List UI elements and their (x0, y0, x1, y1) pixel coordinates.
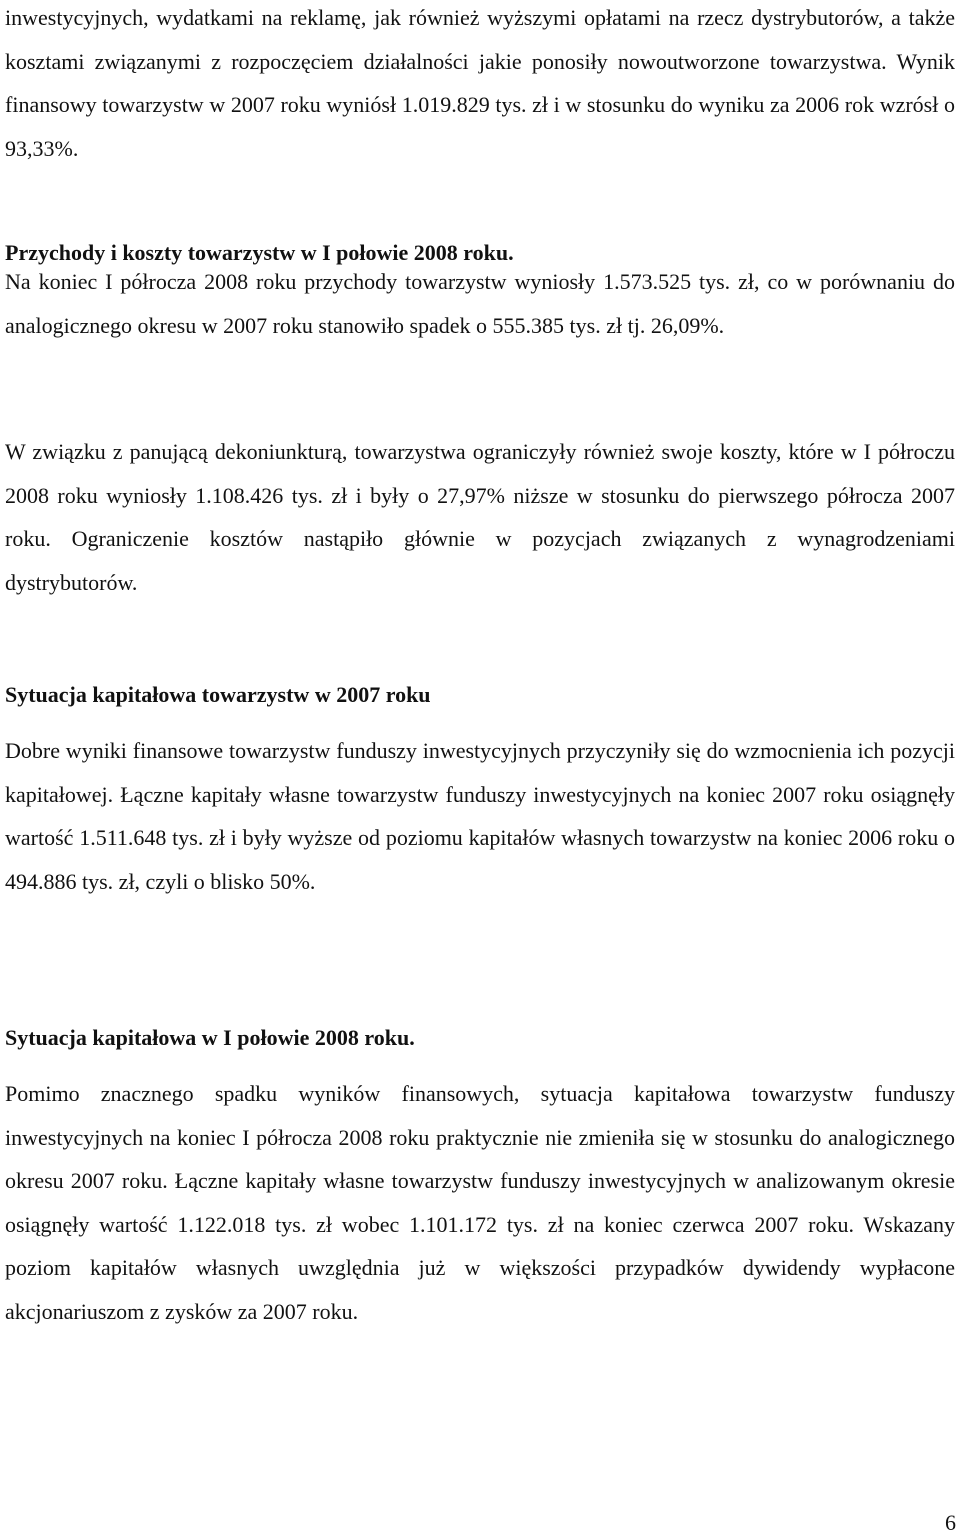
heading-capital-2008: Sytuacja kapitałowa w I połowie 2008 roku. (5, 1025, 415, 1050)
heading-capital-2007: Sytuacja kapitałowa towarzystw w 2007 roku (5, 682, 431, 707)
paragraph-capital-2008: Pomimo znacznego spadku wyników finansowych, sytuacja kapitałowa towarzystw funduszy inwestycyjnych na koniec I półrocza 2008 roku praktycznie nie zmieniła się w stosunku do analogicznego okresu 2007 roku. Łączne kapitały własne towarzystw funduszy inwestycyjnych w analizowanym okresie osiągnęły wartość 1.122.018 tys. zł wobec 1.101.172 tys. zł na koniec czerwca 2007 roku. Wskazany poziom kapitałów własnych uwzględnia już w większości przypadków dywidendy wypłacone akcjonariuszom z zysków za 2007 roku. (5, 1081, 955, 1324)
paragraph-costs-2008: W związku z panującą dekoniunkturą, towarzystwa ograniczyły również swoje koszty, które w I półroczu 2008 roku wyniosły 1.108.426 tys. zł i były o 27,97% niższe w stosunku do pierwszego półrocza 2007 roku. Ograniczenie kosztów nastąpiło głównie w pozycjach związanych z wynagrodzeniami dystrybutorów. (5, 439, 955, 595)
paragraph-capital-2007: Dobre wyniki finansowe towarzystw funduszy inwestycyjnych przyczyniły się do wzmocnienia ich pozycji kapitałowej. Łączne kapitały własne towarzystw funduszy inwestycyjnych na koniec 2007 roku osiągnęły wartość 1.511.648 tys. zł i były wyższe od poziomu kapitałów własnych towarzystw na koniec 2006 roku o 494.886 tys. zł, czyli o blisko 50%. (5, 738, 955, 894)
paragraph-revenues-2008: Na koniec I półrocza 2008 roku przychody towarzystw wyniosły 1.573.525 tys. zł, co w porównaniu do analogicznego okresu w 2007 roku stanowiło spadek o 555.385 tys. zł tj. 26,09%. (5, 269, 955, 338)
paragraph-financial-result: inwestycyjnych, wydatkami na reklamę, jak również wyższymi opłatami na rzecz dystrybutorów, a także kosztami związanymi z rozpoczęciem działalności jakie ponosiły nowoutworzone towarzystwa. Wynik finansowy towarzystw w 2007 roku wyniósł 1.019.829 tys. zł i w stosunku do wyniku za 2006 rok wzrósł o 93,33%. (5, 5, 955, 161)
page-number: 6 (945, 1510, 956, 1535)
heading-revenues-costs-2008: Przychody i koszty towarzystw w I połowie 2008 roku. (5, 240, 514, 265)
